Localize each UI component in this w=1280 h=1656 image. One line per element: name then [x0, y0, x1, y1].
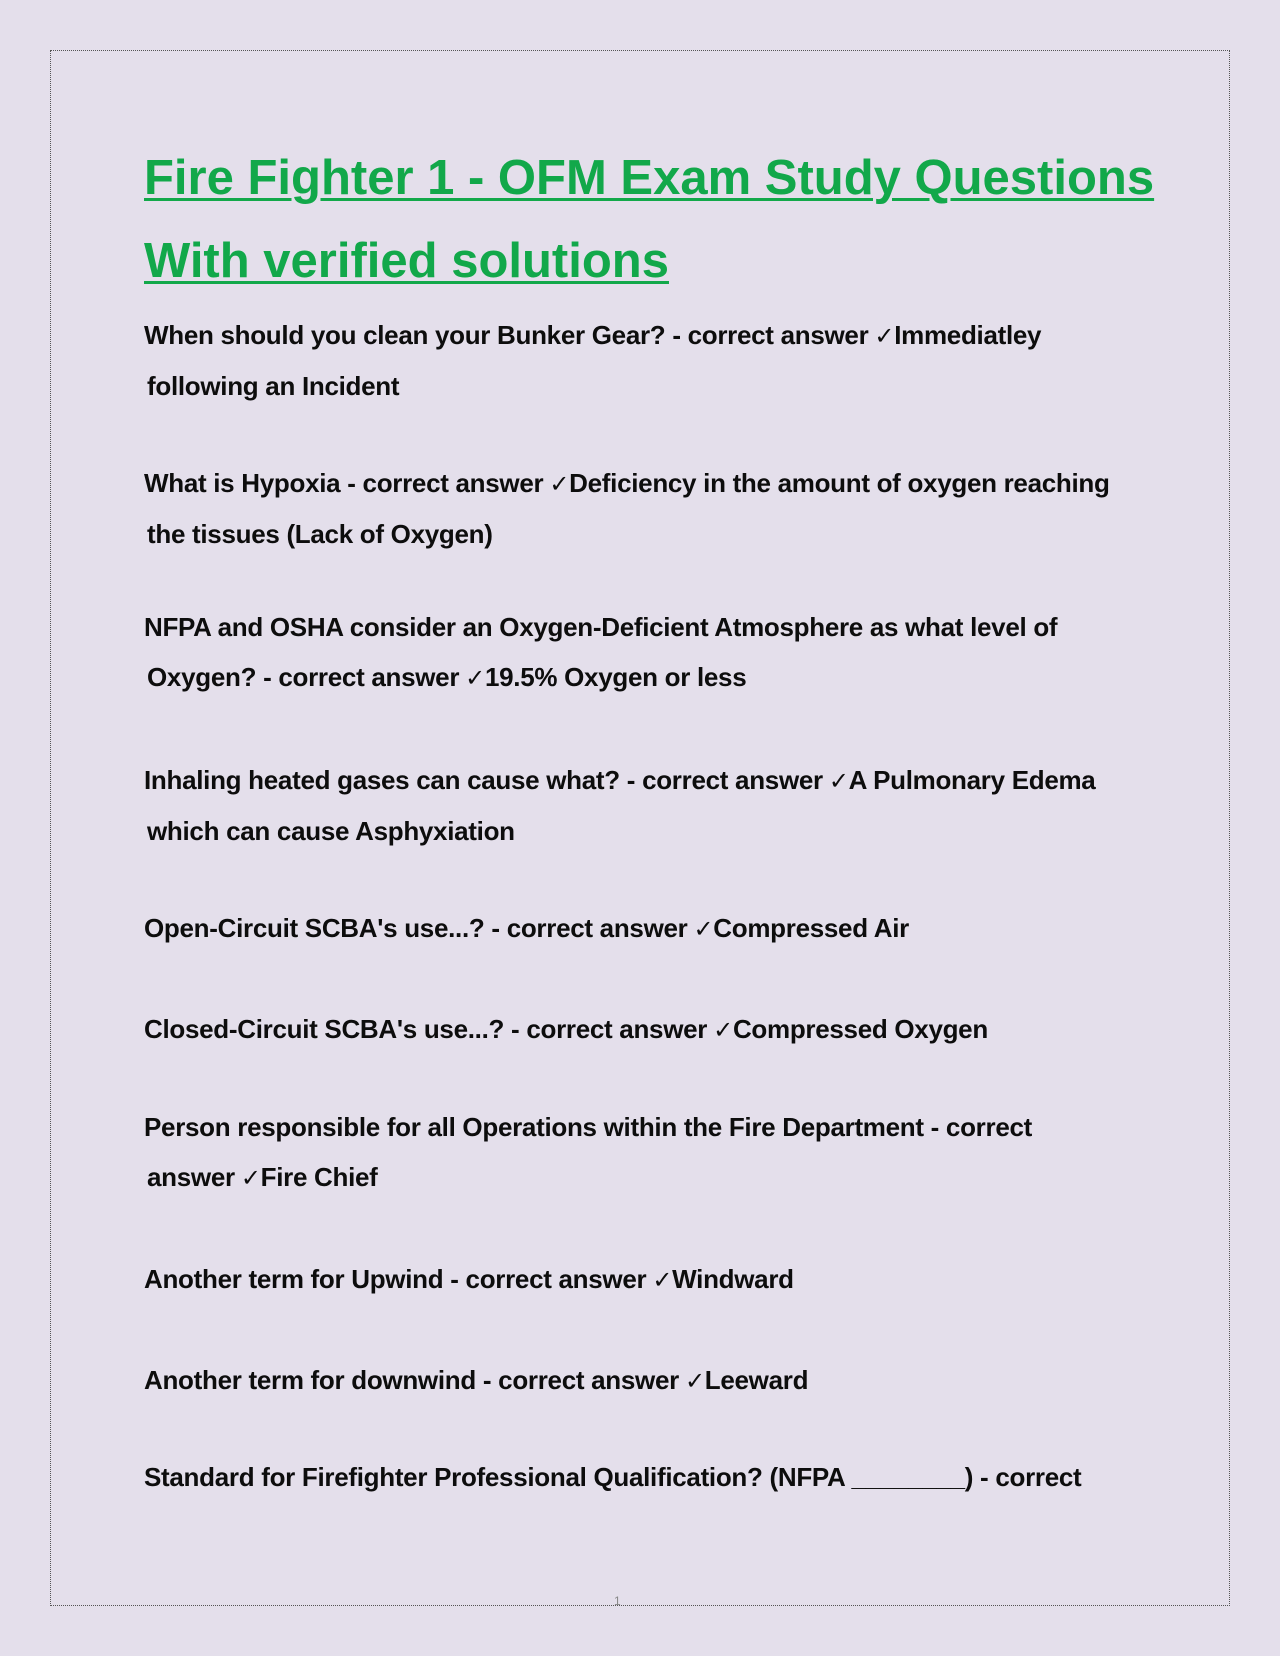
answer-text: Compressed Oxygen [732, 1014, 988, 1044]
answer-prefix: - correct answer [482, 1365, 679, 1395]
answer-prefix: - correct answer [511, 1014, 708, 1044]
page-number: 1 [614, 1594, 621, 1608]
answer-prefix: - correct answer [626, 765, 823, 795]
answer-text: Deficiency in the amount of oxygen reaching [569, 468, 1110, 498]
qa-item-3 [144, 602, 1184, 703]
answer-text: Leeward [704, 1365, 809, 1395]
answer-text: 19.5% Oxygen or less [484, 662, 747, 692]
question-text: What is Hypoxia [144, 468, 341, 498]
answer-continuation: following an Incident [147, 371, 400, 401]
answer-text: Fire Chief [260, 1162, 378, 1192]
answer-text: A Pulmonary Edema [848, 765, 1096, 795]
check-icon: ✓ [465, 664, 485, 692]
question-text: Closed-Circuit SCBA's use...? [144, 1014, 505, 1044]
question-text: Standard for Firefighter Professional Qualification? (NFPA ________) - correct [144, 1462, 1082, 1492]
answer-prefix: answer [147, 1162, 235, 1192]
question-text: Open-Circuit SCBA's use...? [144, 913, 485, 943]
check-icon: ✓ [240, 1164, 261, 1192]
qa-item-7 [144, 1102, 1184, 1203]
answer-prefix: - correct answer [347, 468, 544, 498]
question-text: Inhaling heated gases can cause what? [144, 765, 620, 795]
check-icon: ✓ [652, 1266, 673, 1294]
question-text: Another term for downwind [144, 1365, 476, 1395]
question-text-end: Oxygen? [147, 662, 257, 692]
check-icon: ✓ [684, 1367, 705, 1395]
qa-item-8 [144, 1254, 1184, 1305]
question-text: When should you clean your Bunker Gear? [144, 320, 666, 350]
question-text: Another term for Upwind [144, 1264, 444, 1294]
check-icon: ✓ [693, 915, 714, 943]
answer-prefix: - correct answer [672, 320, 869, 350]
check-icon: ✓ [549, 470, 570, 498]
qa-item-1 [144, 310, 1184, 411]
answer-text: Windward [672, 1264, 794, 1294]
question-continuation [144, 652, 1184, 703]
qa-item-6 [144, 1004, 1184, 1055]
answer-continuation: which can cause Asphyxiation [147, 816, 515, 846]
answer-prefix: - correct answer [491, 913, 688, 943]
answer-continuation: the tissues (Lack of Oxygen) [147, 519, 493, 549]
question-text: NFPA and OSHA consider an Oxygen-Deficient Atmosphere as what level of [144, 612, 1058, 642]
answer-prefix: - correct answer [263, 662, 460, 692]
check-icon: ✓ [713, 1016, 733, 1044]
check-icon: ✓ [874, 322, 895, 350]
document-title-line-1: Fire Fighter 1 - OFM Exam Study Questions [144, 151, 1155, 205]
answer-line [144, 1152, 1184, 1203]
document-title-line-2: With verified solutions [144, 234, 669, 288]
answer-text: Compressed Air [713, 913, 909, 943]
qa-item-5 [144, 903, 1184, 954]
qa-item-4 [144, 755, 1184, 856]
question-text: Person responsible for all Operations within the Fire Department - correct [144, 1112, 1032, 1142]
answer-text: Immediatley [894, 320, 1042, 350]
qa-item-9 [144, 1355, 1184, 1406]
qa-item-2 [144, 458, 1184, 559]
check-icon: ✓ [828, 767, 849, 795]
qa-item-10 [144, 1452, 1184, 1502]
answer-prefix: - correct answer [450, 1264, 647, 1294]
